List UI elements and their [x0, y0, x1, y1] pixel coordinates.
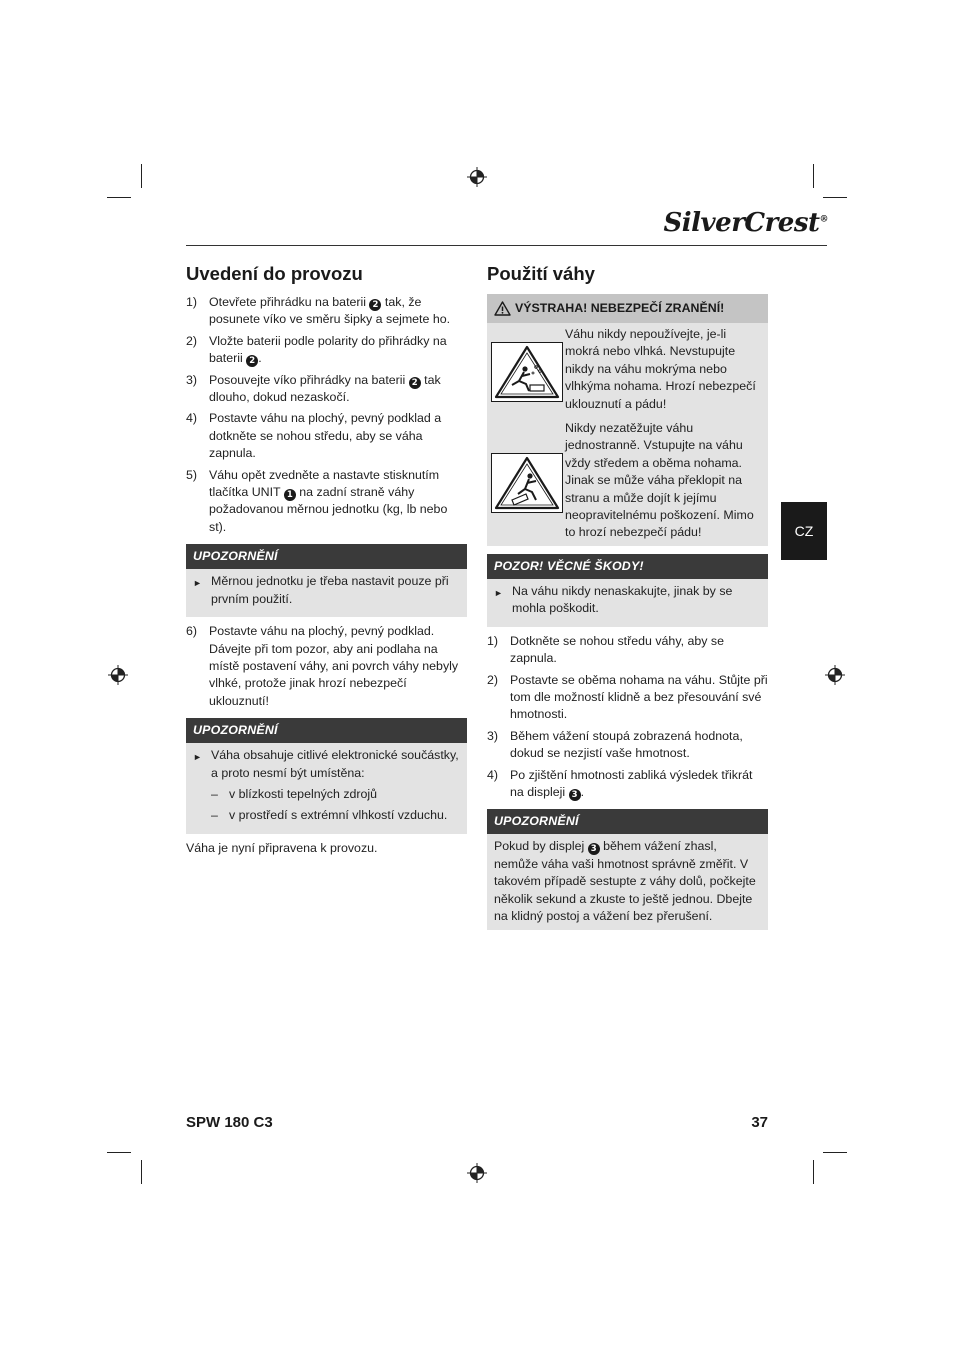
step-number: 5): [186, 467, 198, 482]
callout-badge: 3: [569, 789, 581, 801]
caution-box: [487, 554, 768, 627]
warning-pictogram: [489, 326, 565, 417]
section-heading-usage: Použití váhy: [487, 263, 595, 284]
registration-mark-icon: [108, 665, 128, 685]
header-rule: [186, 245, 827, 246]
usage-step: [487, 728, 768, 763]
warning-item: [487, 417, 768, 546]
step-text-part: Váhu opět zvedněte a nastavte stisknutím tlačítka UNIT: [209, 467, 440, 500]
step-text: [209, 333, 467, 368]
page-number: 37: [751, 1114, 768, 1131]
note-text: Měrnou jednotku je třeba nastavit pouze při prvním použití.: [211, 574, 449, 606]
caution-title: POZOR! VĚCNÉ ŠKODY!: [487, 554, 768, 579]
step-number: 3): [186, 372, 198, 387]
model-number: SPW 180 C3: [186, 1114, 273, 1131]
closing-text: Váha je nyní připravena k provozu.: [186, 840, 378, 855]
note-box: [186, 544, 467, 617]
setup-step: [186, 410, 467, 462]
step-text: [209, 467, 467, 537]
section-heading-setup: Uvedení do provozu: [186, 263, 363, 284]
language-tab-label: CZ: [794, 523, 814, 539]
arrow-right-icon: ►: [494, 587, 503, 598]
callout-badge: 3: [588, 843, 600, 855]
step-text-part: .: [580, 784, 585, 799]
usage-step: [487, 633, 768, 668]
registration-mark-icon: [825, 665, 845, 685]
setup-step: [186, 333, 467, 368]
warning-text: Váhu nikdy nepoužívejte, je-li mokrá nebo vlhká. Nevstupujte nikdy na váhu mokrýma nebo vlhkýma nohama. Hrozí nebezpečí uklouznutí a pádu!: [565, 327, 756, 411]
step-number: 1): [186, 295, 198, 309]
warning-item: [487, 323, 768, 417]
note-bullet: [193, 573, 460, 608]
tipping-hazard-icon: [491, 453, 563, 513]
warning-title: VÝSTRAHA! NEBEZPEČÍ ZRANĚNÍ!: [515, 301, 725, 315]
step-text-part: na zadní straně váhy požadovanou měrnou jednotku (kg, lb nebo st).: [209, 485, 448, 534]
slip-hazard-icon: [491, 342, 563, 402]
brand-name: SilverCrest: [663, 208, 820, 238]
step-text-part: Otevřete přihrádku na baterii: [209, 295, 370, 309]
setup-step: [186, 294, 467, 329]
note-box: [487, 809, 768, 930]
step-number: 3): [487, 728, 499, 743]
step-number: 2): [186, 333, 198, 348]
step-text-part: tak, že posunete víko ve směru šipky a sejmete ho.: [209, 295, 451, 327]
setup-step: [186, 372, 467, 407]
crop-mark: [141, 164, 142, 188]
dash-text: v prostředí s extrémní vlhkostí vzduchu.: [229, 808, 448, 823]
setup-step: [186, 623, 467, 710]
caution-text: Na váhu nikdy nenaskakujte, jinak by se mohla poškodit.: [512, 583, 733, 616]
right-column: [487, 262, 768, 936]
setup-step: [186, 467, 467, 537]
note-bullet: [193, 747, 460, 782]
step-text: [209, 372, 467, 407]
step-text-part: Po zjištění hmotnosti zabliká výsledek třikrát na displeji: [510, 767, 753, 799]
dash-text: v blízkosti tepelných zdrojů: [229, 786, 378, 801]
step-text: Dotkněte se nohou středu váhy, aby se zapnula.: [510, 633, 724, 666]
step-text: Postavte váhu na plochý, pevný podklad a dotkněte se nohou středu, aby se váha zapnula.: [209, 411, 442, 461]
dash-item: [211, 807, 460, 824]
step-text-part: tak dlouho, dokud nezaskočí.: [209, 372, 441, 405]
step-text: [209, 294, 467, 329]
crop-mark: [823, 1152, 847, 1153]
left-column: [186, 262, 467, 863]
callout-badge: 2: [409, 377, 421, 389]
warning-pictogram: [489, 420, 565, 546]
warning-bar: [487, 294, 768, 323]
note-text: Váha obsahuje citlivé elektronické součástky, a proto nesmí být umístěna:: [211, 748, 459, 780]
crop-mark: [813, 164, 814, 188]
registration-mark-icon: [467, 1163, 487, 1183]
registered-mark: ®: [819, 214, 828, 225]
step-text: Postavte se oběma nohama na váhu. Stůjte při tom dle možností klidně a bez přesouvání své hmotnosti.: [510, 672, 768, 722]
step-text: Postavte váhu na plochý, pevný podklad. Dávejte při tom pozor, aby ani podlaha na místě postavení váhy, ani povrch váhy nebyly vlhké, protože jinak hrozí nebezpečí uklouznutí!: [209, 624, 459, 708]
arrow-right-icon: ►: [193, 752, 202, 763]
step-number: 4): [186, 411, 198, 426]
usage-step: [487, 672, 768, 724]
registration-mark-icon: [467, 167, 487, 187]
callout-badge: 2: [246, 355, 258, 367]
dash-item: [211, 786, 460, 803]
callout-badge: 1: [284, 489, 296, 501]
crop-mark: [141, 1160, 142, 1184]
step-text: Během vážení stoupá zobrazená hodnota, dokud se nezjistí vaše hmotnost.: [510, 728, 743, 761]
note-title: UPOZORNĚNÍ: [487, 809, 768, 834]
dash-marker: –: [211, 808, 218, 823]
crop-mark: [823, 197, 847, 198]
note-text-part: Pokud by displej: [494, 839, 588, 854]
step-text-part: Posouvejte víko přihrádky na baterii: [209, 372, 409, 387]
callout-badge: 2: [369, 299, 381, 311]
step-text-part: Vložte baterii podle polarity do přihrádky na baterii: [209, 333, 447, 366]
brand-logo: [628, 208, 828, 238]
caution-bullet: [494, 583, 761, 618]
step-number: 1): [487, 633, 499, 648]
step-number: 2): [487, 672, 499, 687]
note-text: [487, 834, 768, 930]
note-box: [186, 718, 467, 834]
crop-mark: [813, 1160, 814, 1184]
arrow-right-icon: ►: [193, 578, 202, 589]
usage-step: [487, 767, 768, 802]
crop-mark: [107, 197, 131, 198]
step-text-part: .: [258, 351, 262, 366]
warning-box: [487, 294, 768, 546]
language-tab: [781, 502, 827, 560]
note-title: UPOZORNĚNÍ: [186, 544, 467, 569]
step-number: 4): [487, 767, 499, 782]
warning-triangle-icon: [494, 301, 511, 316]
warning-text: Nikdy nezatěžujte váhu jednostranně. Vstupujte na váhu vždy středem a oběma nohama. Jinak se může váha překlopit na stranu a může dojít k jejímu neopravitelnému poškození. Mimo to hrozí nebezpečí pádu!: [565, 421, 754, 540]
note-text-part: během vážení zhasl, nemůže váha vaši hmotnost správně změřit. V takovém případě sestupte z váhy dolů, počkejte několik sekund a zkuste to ještě jednou. Dbejte na klidný postoj a vážení bez přerušení.: [494, 839, 756, 923]
step-number: 6): [186, 624, 198, 639]
step-text: [510, 767, 768, 802]
note-title: UPOZORNĚNÍ: [186, 718, 467, 743]
crop-mark: [107, 1152, 131, 1153]
dash-marker: –: [211, 786, 218, 801]
